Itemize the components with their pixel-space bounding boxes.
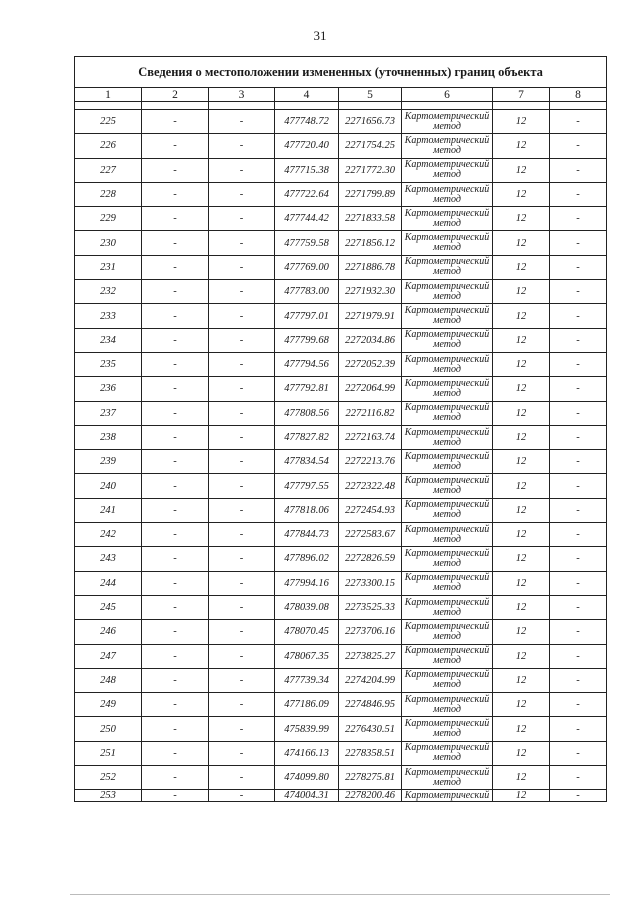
cell-col8: - — [550, 328, 607, 352]
accuracy-cell: 12 — [493, 644, 550, 668]
table-row — [75, 425, 607, 449]
x-coordinate-cell: 477797.01 — [275, 304, 339, 328]
accuracy-cell: 12 — [493, 377, 550, 401]
table-row — [75, 304, 607, 328]
table-row — [75, 717, 607, 741]
x-coordinate-cell: 477844.73 — [275, 523, 339, 547]
accuracy-cell: 12 — [493, 328, 550, 352]
y-coordinate-cell: 2272116.82 — [339, 401, 402, 425]
accuracy-cell: 12 — [493, 474, 550, 498]
table-row — [75, 595, 607, 619]
table-row — [75, 644, 607, 668]
cell-col3: - — [209, 328, 275, 352]
point-number-cell: 244 — [75, 571, 142, 595]
y-coordinate-cell: 2272064.99 — [339, 377, 402, 401]
y-coordinate-cell: 2278275.81 — [339, 766, 402, 790]
x-coordinate-cell: 477818.06 — [275, 498, 339, 522]
point-number-cell: 242 — [75, 523, 142, 547]
accuracy-cell: 12 — [493, 110, 550, 134]
x-coordinate-cell: 477799.68 — [275, 328, 339, 352]
y-coordinate-cell: 2272034.86 — [339, 328, 402, 352]
method-cell: Картометрический метод — [402, 401, 493, 425]
accuracy-cell: 12 — [493, 401, 550, 425]
x-coordinate-cell: 477744.42 — [275, 207, 339, 231]
method-cell: Картометрический метод — [402, 571, 493, 595]
cell-col2: - — [142, 158, 209, 182]
cell-col2: - — [142, 547, 209, 571]
cell-col8: - — [550, 644, 607, 668]
point-number-cell: 250 — [75, 717, 142, 741]
table-row — [75, 377, 607, 401]
method-cell: Картометрический метод — [402, 498, 493, 522]
table-row — [75, 450, 607, 474]
point-number-cell: 238 — [75, 425, 142, 449]
cell-col3: - — [209, 352, 275, 376]
point-number-cell: 239 — [75, 450, 142, 474]
point-number-cell: 235 — [75, 352, 142, 376]
x-coordinate-cell: 478070.45 — [275, 620, 339, 644]
y-coordinate-cell: 2273525.33 — [339, 595, 402, 619]
y-coordinate-cell: 2271979.91 — [339, 304, 402, 328]
x-coordinate-cell: 477783.00 — [275, 280, 339, 304]
cell-col8: - — [550, 790, 607, 802]
cell-col3: - — [209, 693, 275, 717]
table-row — [75, 547, 607, 571]
y-coordinate-cell: 2271856.12 — [339, 231, 402, 255]
x-coordinate-cell: 477896.02 — [275, 547, 339, 571]
column-header: 3 — [209, 88, 275, 102]
cell-col2: - — [142, 304, 209, 328]
method-cell: Картометрический метод — [402, 304, 493, 328]
cell-col2: - — [142, 693, 209, 717]
y-coordinate-cell: 2271833.58 — [339, 207, 402, 231]
point-number-cell: 247 — [75, 644, 142, 668]
accuracy-cell: 12 — [493, 571, 550, 595]
method-cell: Картометрический метод — [402, 352, 493, 376]
x-coordinate-cell: 477769.00 — [275, 255, 339, 279]
footer-divider — [70, 894, 610, 895]
y-coordinate-cell: 2273706.16 — [339, 620, 402, 644]
cell-col3: - — [209, 595, 275, 619]
cell-col3: - — [209, 401, 275, 425]
accuracy-cell: 12 — [493, 523, 550, 547]
accuracy-cell: 12 — [493, 766, 550, 790]
point-number-cell: 228 — [75, 182, 142, 206]
column-header: 2 — [142, 88, 209, 102]
accuracy-cell: 12 — [493, 741, 550, 765]
table-row — [75, 523, 607, 547]
cell-col2: - — [142, 182, 209, 206]
cell-col2: - — [142, 620, 209, 644]
point-number-cell: 240 — [75, 474, 142, 498]
column-header: 1 — [75, 88, 142, 102]
accuracy-cell: 12 — [493, 134, 550, 158]
cell-col8: - — [550, 474, 607, 498]
x-coordinate-cell: 477186.09 — [275, 693, 339, 717]
cell-col8: - — [550, 425, 607, 449]
method-cell: Картометрический метод — [402, 158, 493, 182]
point-number-cell: 241 — [75, 498, 142, 522]
cell-col2: - — [142, 571, 209, 595]
coordinates-table-container — [74, 56, 606, 802]
y-coordinate-cell: 2276430.51 — [339, 717, 402, 741]
cell-col3: - — [209, 280, 275, 304]
table-row — [75, 741, 607, 765]
cell-col3: - — [209, 523, 275, 547]
cell-col3: - — [209, 255, 275, 279]
cell-col8: - — [550, 255, 607, 279]
y-coordinate-cell: 2274204.99 — [339, 668, 402, 692]
cell-col2: - — [142, 717, 209, 741]
table-row — [75, 182, 607, 206]
cell-col2: - — [142, 790, 209, 802]
cell-col3: - — [209, 644, 275, 668]
table-row-last — [75, 790, 607, 802]
x-coordinate-cell: 474166.13 — [275, 741, 339, 765]
cell-col2: - — [142, 668, 209, 692]
x-coordinate-cell: 478039.08 — [275, 595, 339, 619]
cell-col8: - — [550, 182, 607, 206]
y-coordinate-cell: 2273300.15 — [339, 571, 402, 595]
accuracy-cell: 12 — [493, 158, 550, 182]
cell-col2: - — [142, 255, 209, 279]
point-number-cell: 231 — [75, 255, 142, 279]
cell-col3: - — [209, 377, 275, 401]
point-number-cell: 230 — [75, 231, 142, 255]
method-cell: Картометрический метод — [402, 110, 493, 134]
accuracy-cell: 12 — [493, 498, 550, 522]
point-number-cell: 227 — [75, 158, 142, 182]
spacer-row — [75, 102, 607, 110]
cell-col8: - — [550, 693, 607, 717]
method-cell: Картометрический метод — [402, 425, 493, 449]
cell-col3: - — [209, 304, 275, 328]
cell-col3: - — [209, 207, 275, 231]
cell-col8: - — [550, 352, 607, 376]
y-coordinate-cell: 2271799.89 — [339, 182, 402, 206]
y-coordinate-cell: 2272826.59 — [339, 547, 402, 571]
method-cell: Картометрический метод — [402, 134, 493, 158]
x-coordinate-cell: 477715.38 — [275, 158, 339, 182]
y-coordinate-cell: 2271886.78 — [339, 255, 402, 279]
accuracy-cell: 12 — [493, 255, 550, 279]
point-number-cell: 252 — [75, 766, 142, 790]
cell-col8: - — [550, 766, 607, 790]
table-row — [75, 255, 607, 279]
column-header: 5 — [339, 88, 402, 102]
method-cell: Картометрический метод — [402, 377, 493, 401]
method-cell: Картометрический метод — [402, 668, 493, 692]
cell-col8: - — [550, 620, 607, 644]
cell-col2: - — [142, 644, 209, 668]
method-cell: Картометрический метод — [402, 693, 493, 717]
point-number-cell: 225 — [75, 110, 142, 134]
accuracy-cell: 12 — [493, 450, 550, 474]
x-coordinate-cell: 477827.82 — [275, 425, 339, 449]
cell-col2: - — [142, 474, 209, 498]
cell-col2: - — [142, 401, 209, 425]
method-cell: Картометрический метод — [402, 474, 493, 498]
table-row — [75, 158, 607, 182]
y-coordinate-cell: 2278358.51 — [339, 741, 402, 765]
cell-col8: - — [550, 207, 607, 231]
point-number-cell: 237 — [75, 401, 142, 425]
cell-col2: - — [142, 280, 209, 304]
cell-col8: - — [550, 668, 607, 692]
method-cell: Картометрический метод — [402, 328, 493, 352]
cell-col3: - — [209, 450, 275, 474]
cell-col3: - — [209, 547, 275, 571]
cell-col3: - — [209, 231, 275, 255]
x-coordinate-cell: 474099.80 — [275, 766, 339, 790]
cell-col2: - — [142, 450, 209, 474]
cell-col3: - — [209, 474, 275, 498]
method-cell: Картометрический метод — [402, 255, 493, 279]
table-row — [75, 110, 607, 134]
accuracy-cell: 12 — [493, 352, 550, 376]
table-row — [75, 474, 607, 498]
x-coordinate-cell: 477792.81 — [275, 377, 339, 401]
cell-col8: - — [550, 523, 607, 547]
cell-col3: - — [209, 134, 275, 158]
cell-col3: - — [209, 158, 275, 182]
accuracy-cell: 12 — [493, 668, 550, 692]
cell-col8: - — [550, 280, 607, 304]
x-coordinate-cell: 477794.56 — [275, 352, 339, 376]
cell-col2: - — [142, 328, 209, 352]
method-cell: Картометрический метод — [402, 620, 493, 644]
cell-col2: - — [142, 207, 209, 231]
cell-col2: - — [142, 231, 209, 255]
cell-col3: - — [209, 571, 275, 595]
method-cell: Картометрический метод — [402, 547, 493, 571]
cell-col2: - — [142, 523, 209, 547]
point-number-cell: 233 — [75, 304, 142, 328]
accuracy-cell: 12 — [493, 425, 550, 449]
point-number-cell: 234 — [75, 328, 142, 352]
method-cell: Картометрический — [402, 790, 493, 802]
x-coordinate-cell: 475839.99 — [275, 717, 339, 741]
method-cell: Картометрический метод — [402, 231, 493, 255]
column-header: 8 — [550, 88, 607, 102]
point-number-cell: 253 — [75, 790, 142, 802]
method-cell: Картометрический метод — [402, 207, 493, 231]
cell-col8: - — [550, 158, 607, 182]
method-cell: Картометрический метод — [402, 280, 493, 304]
accuracy-cell: 12 — [493, 547, 550, 571]
method-cell: Картометрический метод — [402, 766, 493, 790]
column-header: 6 — [402, 88, 493, 102]
cell-col2: - — [142, 595, 209, 619]
point-number-cell: 251 — [75, 741, 142, 765]
column-number-row — [75, 88, 607, 102]
cell-col3: - — [209, 790, 275, 802]
y-coordinate-cell: 2271932.30 — [339, 280, 402, 304]
table-row — [75, 620, 607, 644]
x-coordinate-cell: 477759.58 — [275, 231, 339, 255]
x-coordinate-cell: 477739.34 — [275, 668, 339, 692]
method-cell: Картометрический метод — [402, 523, 493, 547]
table-row — [75, 207, 607, 231]
cell-col2: - — [142, 498, 209, 522]
cell-col3: - — [209, 766, 275, 790]
table-row — [75, 498, 607, 522]
cell-col8: - — [550, 498, 607, 522]
accuracy-cell: 12 — [493, 620, 550, 644]
cell-col2: - — [142, 110, 209, 134]
method-cell: Картометрический метод — [402, 644, 493, 668]
cell-col2: - — [142, 377, 209, 401]
cell-col2: - — [142, 741, 209, 765]
y-coordinate-cell: 2272052.39 — [339, 352, 402, 376]
point-number-cell: 232 — [75, 280, 142, 304]
point-number-cell: 249 — [75, 693, 142, 717]
table-row — [75, 401, 607, 425]
cell-col3: - — [209, 110, 275, 134]
accuracy-cell: 12 — [493, 304, 550, 328]
cell-col3: - — [209, 498, 275, 522]
cell-col2: - — [142, 425, 209, 449]
y-coordinate-cell: 2278200.46 — [339, 790, 402, 802]
table-title: Сведения о местоположении измененных (уточненных) границ объекта — [75, 57, 607, 88]
cell-col2: - — [142, 134, 209, 158]
x-coordinate-cell: 474004.31 — [275, 790, 339, 802]
point-number-cell: 243 — [75, 547, 142, 571]
accuracy-cell: 12 — [493, 693, 550, 717]
point-number-cell: 248 — [75, 668, 142, 692]
cell-col3: - — [209, 668, 275, 692]
point-number-cell: 226 — [75, 134, 142, 158]
page-number: 31 — [313, 28, 327, 43]
table-row — [75, 668, 607, 692]
coordinates-table — [74, 56, 607, 802]
cell-col8: - — [550, 571, 607, 595]
method-cell: Картометрический метод — [402, 595, 493, 619]
cell-col3: - — [209, 425, 275, 449]
cell-col8: - — [550, 231, 607, 255]
cell-col8: - — [550, 741, 607, 765]
cell-col2: - — [142, 352, 209, 376]
column-header: 4 — [275, 88, 339, 102]
y-coordinate-cell: 2272163.74 — [339, 425, 402, 449]
accuracy-cell: 12 — [493, 280, 550, 304]
column-header: 7 — [493, 88, 550, 102]
cell-col8: - — [550, 134, 607, 158]
point-number-cell: 236 — [75, 377, 142, 401]
point-number-cell: 229 — [75, 207, 142, 231]
cell-col8: - — [550, 110, 607, 134]
x-coordinate-cell: 477808.56 — [275, 401, 339, 425]
cell-col8: - — [550, 377, 607, 401]
accuracy-cell: 12 — [493, 207, 550, 231]
table-row — [75, 280, 607, 304]
table-row — [75, 352, 607, 376]
y-coordinate-cell: 2272583.67 — [339, 523, 402, 547]
table-row — [75, 766, 607, 790]
cell-col8: - — [550, 304, 607, 328]
y-coordinate-cell: 2271754.25 — [339, 134, 402, 158]
method-cell: Картометрический метод — [402, 450, 493, 474]
y-coordinate-cell: 2272213.76 — [339, 450, 402, 474]
x-coordinate-cell: 477748.72 — [275, 110, 339, 134]
point-number-cell: 246 — [75, 620, 142, 644]
method-cell: Картометрический метод — [402, 182, 493, 206]
accuracy-cell: 12 — [493, 231, 550, 255]
table-row — [75, 231, 607, 255]
accuracy-cell: 12 — [493, 182, 550, 206]
cell-col8: - — [550, 547, 607, 571]
x-coordinate-cell: 477797.55 — [275, 474, 339, 498]
y-coordinate-cell: 2273825.27 — [339, 644, 402, 668]
cell-col3: - — [209, 620, 275, 644]
x-coordinate-cell: 477994.16 — [275, 571, 339, 595]
cell-col8: - — [550, 450, 607, 474]
y-coordinate-cell: 2272322.48 — [339, 474, 402, 498]
method-cell: Картометрический метод — [402, 741, 493, 765]
y-coordinate-cell: 2271772.30 — [339, 158, 402, 182]
cell-col8: - — [550, 717, 607, 741]
cell-col8: - — [550, 595, 607, 619]
accuracy-cell: 12 — [493, 595, 550, 619]
x-coordinate-cell: 477722.64 — [275, 182, 339, 206]
x-coordinate-cell: 478067.35 — [275, 644, 339, 668]
cell-col3: - — [209, 717, 275, 741]
point-number-cell: 245 — [75, 595, 142, 619]
table-row — [75, 693, 607, 717]
method-cell: Картометрический метод — [402, 717, 493, 741]
cell-col2: - — [142, 766, 209, 790]
table-title-row — [75, 57, 607, 88]
y-coordinate-cell: 2274846.95 — [339, 693, 402, 717]
x-coordinate-cell: 477720.40 — [275, 134, 339, 158]
accuracy-cell: 12 — [493, 717, 550, 741]
table-row — [75, 328, 607, 352]
table-row — [75, 134, 607, 158]
cell-col8: - — [550, 401, 607, 425]
cell-col3: - — [209, 182, 275, 206]
table-row — [75, 571, 607, 595]
accuracy-cell: 12 — [493, 790, 550, 802]
cell-col3: - — [209, 741, 275, 765]
y-coordinate-cell: 2271656.73 — [339, 110, 402, 134]
y-coordinate-cell: 2272454.93 — [339, 498, 402, 522]
x-coordinate-cell: 477834.54 — [275, 450, 339, 474]
